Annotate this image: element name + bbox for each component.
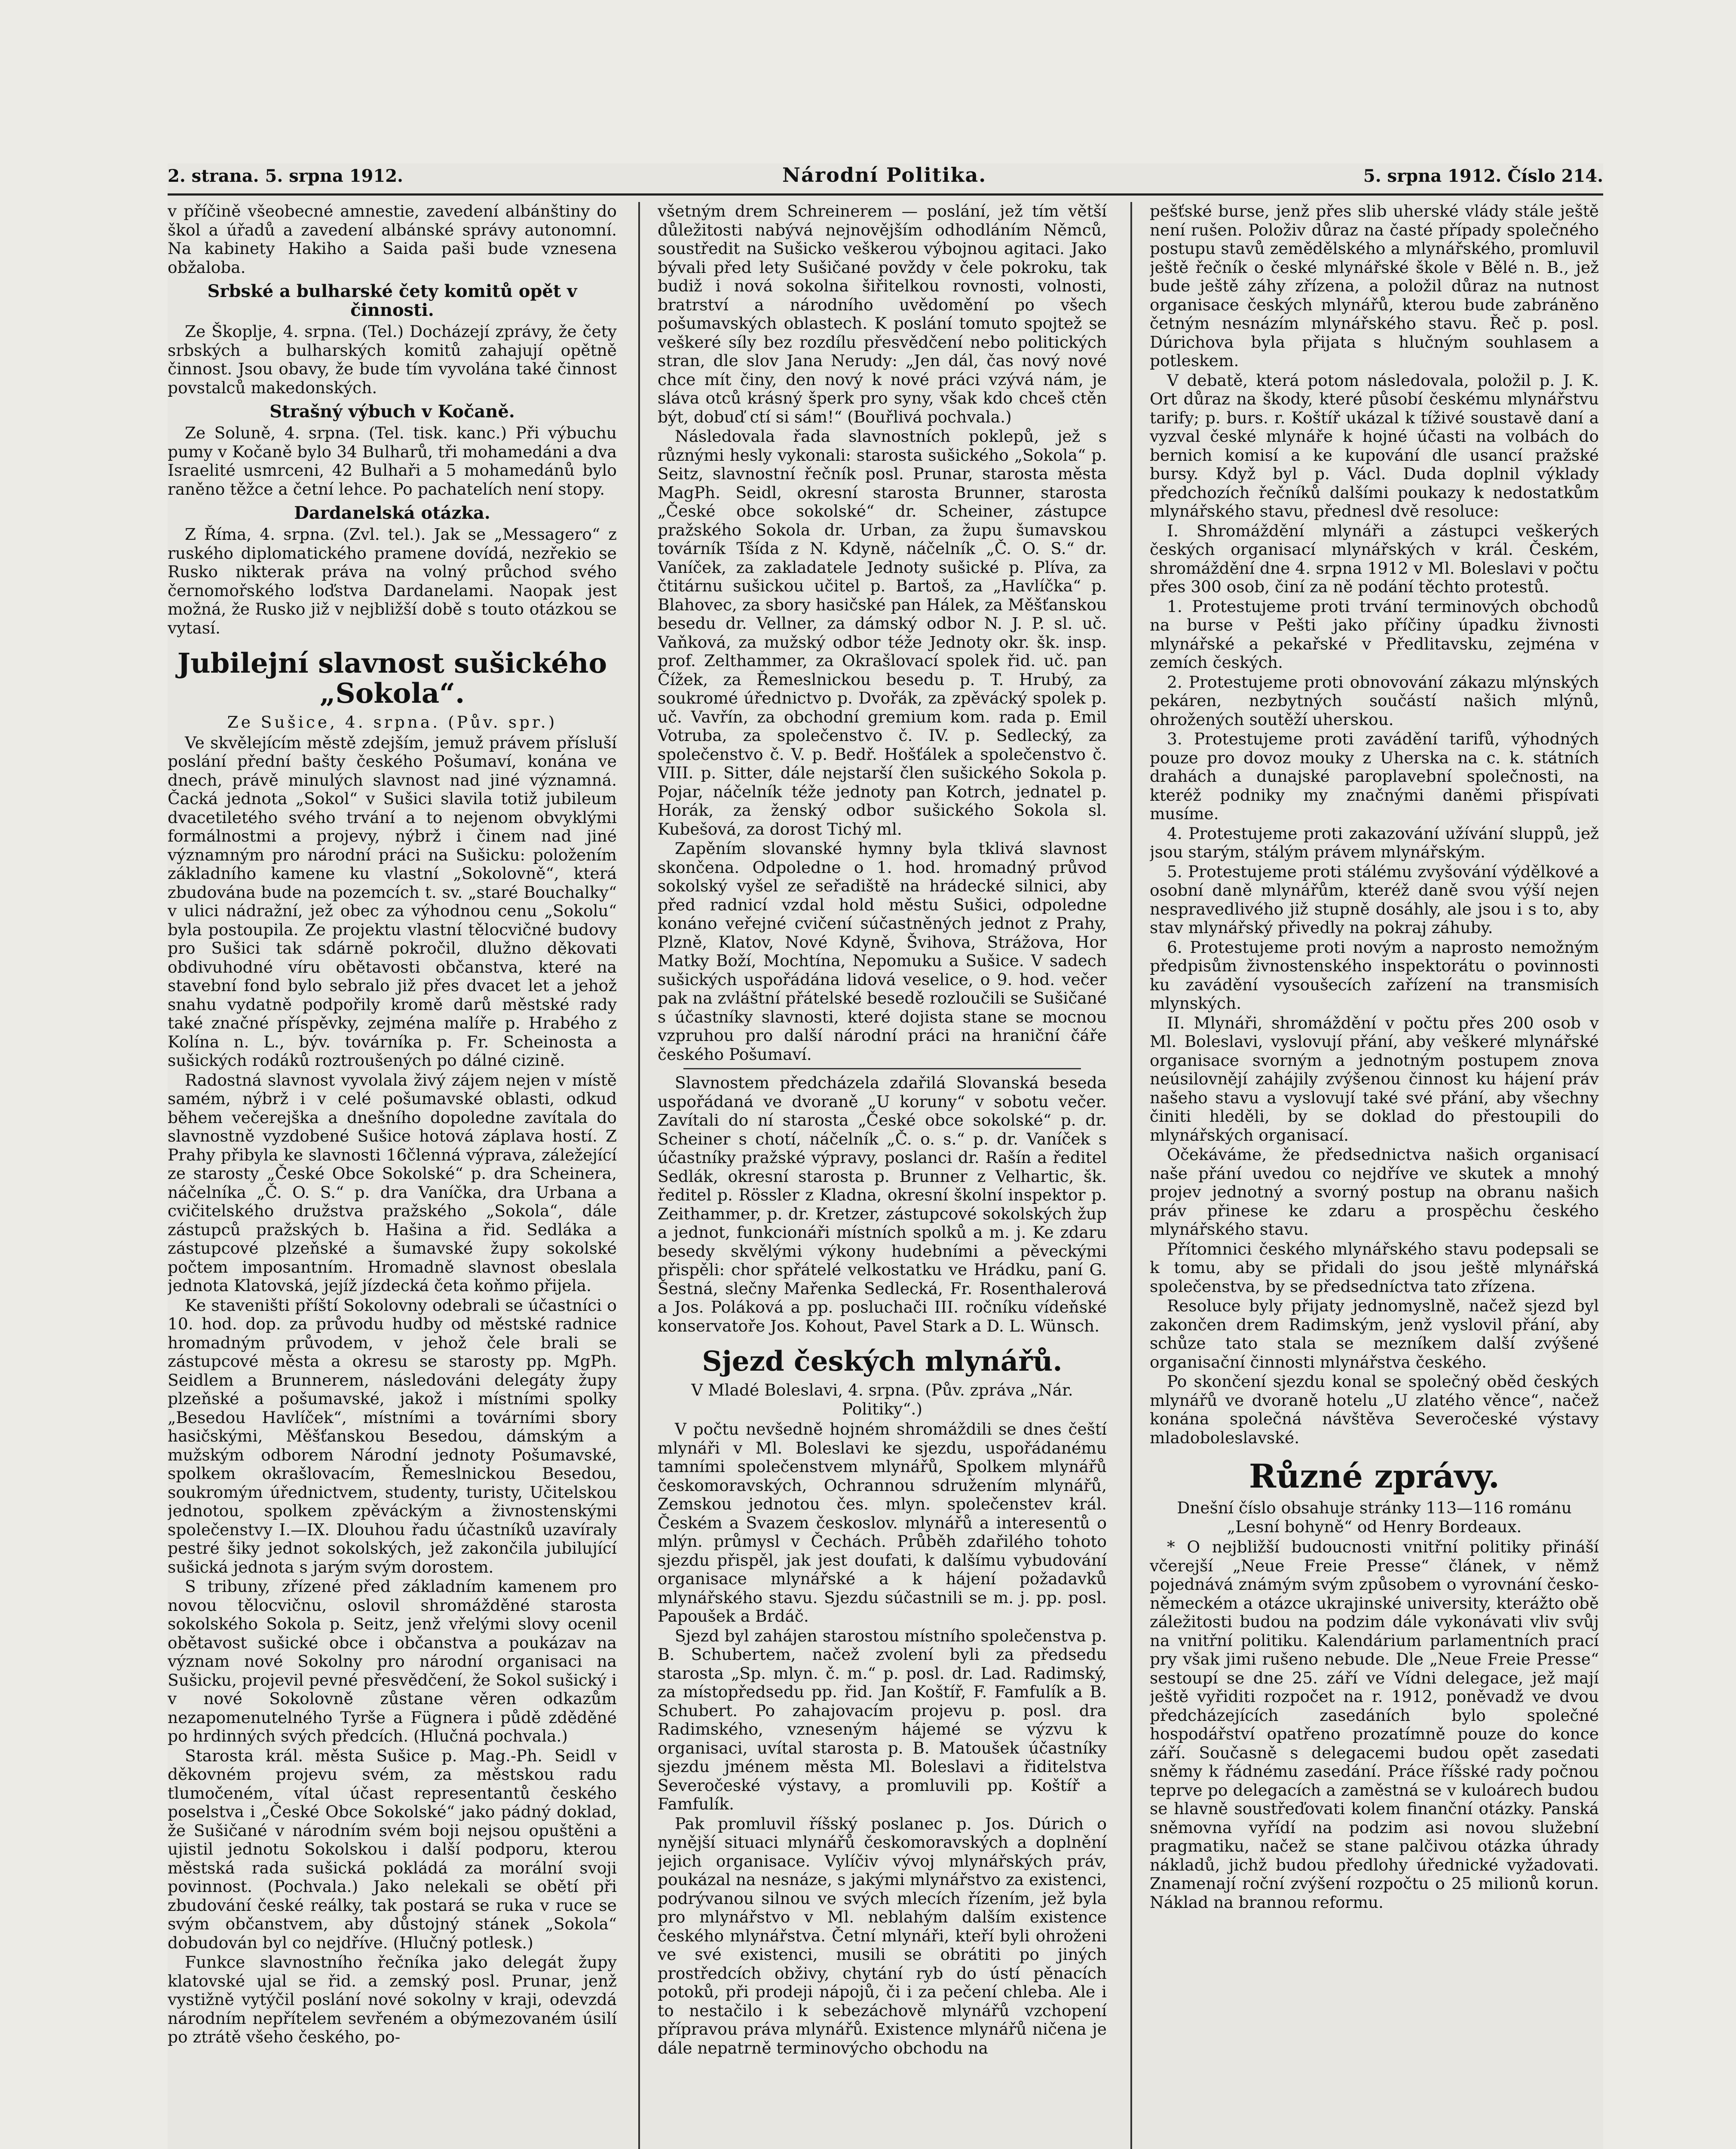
column-1 — [168, 202, 617, 2149]
notice: Dnešní číslo obsahuje stránky 113—116 románu „Lesní bohyně“ od Henry Bordeaux. — [1177, 1498, 1572, 1536]
column-rule — [638, 202, 640, 2149]
paragraph: Slavnostem předcházela zdařilá Slovanská beseda uspořádaná ve dvoraně „U koruny“ v sobotu večer. Zavítali do ní starosta „České obce sokolské“ p. dr. Scheiner s chotí, náčelník „Č. o. s.“ p. dr. Vaníček s účastníky pražské výpravy, poslanci dr. Rašín a ředitel Sedlák, okresní starosta p. Brunner z Velhartic, šk. ředitel p. Rössler z Kladna, okresní školní inspektor p. Zeithammer, p. dr. Kretzer, zástupcové sokolských žup a jednot, funkcionáři místních spolků a m. j. Ke zdaru besedy skvělými výkony hudebními a pěveckými přispěli: chor spřátelé velkostatku ve Hrádku, paní G. Šestná, slečny Mařenka Sedlecká, Fr. Rosenthalerová a Jos. Poláková a pp. posluchači III. ročníku vídeňské konservatoře Jos. Kohout, Pavel Stark a D. L. Wünsch. — [658, 1073, 1107, 1335]
paragraph: Radostná slavnost vyvolala živý zájem nejen v místě samém, nýbrž i v celé pošumavské oblasti, odkud během večerejška a dnešního dopoledne zavítala do slavnostně vyzdobené Sušice hotová záplava hostí. Z Prahy přibyla ke slavnosti 16členná výprava, záležející ze starosty „České Obce Sokolské“ p. dra Scheinera, náčelníka „Č. O. S.“ p. dra Vaníčka, dra Urbana a cvičitelského družstva pražského „Sokola“, dále zástupců pražských b. Hašina a řid. Sedláka a zástupcové plzeňské a šumavské župy sokolské počtem imposantním. Hromadně slavnost obeslala jednota Klatovská, jejíž jízdecká četa koňmo přijela. — [168, 1070, 617, 1295]
paragraph: Resoluce byly přijaty jednomyslně, načež sjezd byl zakončen drem Radimským, jenž vyslovil přání, aby schůze tato stala se mezníkem další zvýšené organisační činnosti mlynářstva českého. — [1150, 1296, 1599, 1371]
paragraph: Starosta král. města Sušice p. Mag.-Ph. Seidl v děkovném projevu svém, za městskou radu tlumočeném, vítal účast representantů českého poselstva i „České Obce Sokolské“ jako pádný doklad, že Sušičané v národním svém boji nejsou opuštěni a ujistil jednotu Sokolskou i další podporu, kterou městská rada sušická pokládá za morální svoji povinnost. (Pochvala.) Jako nelekali se obětí při zbudování české reálky, tak postará se ruka v ruce se svým občanstvem, aby důstojný stánek „Sokola“ dobudován byl co nejdříve. (Hlučný potlesk.) — [168, 1746, 617, 1952]
headline-dardanely: Dardanelská otázka. — [294, 503, 490, 523]
paragraph: S tribuny, zřízené před základním kamenem pro novou tělocvičnu, oslovil shromážděné starosta sokolského Sokola p. Seitz, jenž vřelými slovy ocenil obětavost sušické obce i občanstva a poukázav na význam nové Sokolny pro národní organisaci na Sušicku, projevil pevné přesvědčení, že Sokol sušický i v nové Sokolovně zůstane věren odkazům nezapomenutelného Tyrše a Fügnera i půdě zděděné po hrdinných svých předcích. (Hlučná pochvala.) — [168, 1577, 617, 1745]
header-left: 2. strana. 5. srpna 1912. — [168, 166, 403, 186]
headline-sokol: Jubilejní slavnost sušického „Sokola“. — [177, 647, 607, 710]
resolution-item: 3. Protestujeme proti zavádění tarifů, výhodných pouze pro dovoz mouky z Uherska na c. k. státních drahách a dunajské paroplavební společnosti, na kteréž podniky my značnými daněmi přispívati musíme. — [1150, 729, 1599, 823]
paragraph: Ke staveništi příští Sokolovny odebrali se účastníci o 10. hod. dop. za průvodu hudby od městské radnice hromadným průvodem, v jehož čele brali se zástupcové města a okresu se starosty pp. MgPh. Seidlem a Brunnerem, následováni delegáty župy plzeňské a pošumavské, jakož i místními spolky „Besedou Havlíček“, místními a továrními sbory hasičskými, Měšťanskou Besedou, dámským a mužským odborem Národní jednoty Pošumavské, spolkem okrašlovacím, Řemeslnickou Besedou, soukromým úřednictvem, studenty, turisty, Učitelskou jednotou, spolkem zpěváckým a živnostenskými společenstvy I.—IX. Dlouhou řadu účastníků uzavíraly pestré šiky jednot sokolských, jež zakončila jubilující sušická jednota s jarým svým dorostem. — [168, 1295, 617, 1577]
column-rule — [1130, 202, 1132, 2149]
paragraph: všetným drem Schreinerem — poslání, jež tím větší důležitosti nabývá nejnovějším odhodláním Němců, soustředit na Sušicko veškerou výbojnou agitaci. Jako bývali před lety Sušičané povždy v čele pokroku, tak budiž i nová sokolna šiřitelkou rovnosti, volnosti, bratrství a národního uvědomění po všech pošumavských oblastech. K poslání tomuto spojtež se veškeré síly bez rozdílu přesvědčení nebo politických stran, dle slov Jana Nerudy: „Jen dál, čas nový nové chce mít činy, den nový k nové práci vzývá nám, je sláva otců krásný šperk pro syny, však kdo chceš ctěn být, dobuď ctí si sám!“ (Bouřlivá pochvala.) — [658, 202, 1107, 426]
paragraph: Očekáváme, že předsednictva našich organisací naše přání uvedou co nejdříve ve skutek a mnohý projev jednotný a svorný postup na obranu našich práv přinese ke zdaru a prospěchu českého mlynářského stavu. — [1150, 1145, 1599, 1239]
paragraph: Sjezd byl zahájen starostou místního společenstva p. B. Schubertem, načež zvolení byli za předsedu starosta „Sp. mlyn. č. m.“ p. posl. dr. Lad. Radimský, za místopředsedu pp. řid. Jan Koštíř, F. Famfulík a B. Schubert. Po zahajovacím projevu p. posl. dra Radimského, vzneseným hájemé se výzvu k organisaci, uvítal starosta p. B. Matoušek účastníky sjezdu jménem města Ml. Boleslavi a řiditelstva Severočeské výstavy, a promluvili pp. Koštíř a Famfulík. — [658, 1626, 1107, 1813]
paragraph: V počtu nevšedně hojném shromáždili se dnes čeští mlynáři v Ml. Boleslavi ke sjezdu, uspořádanému tamními společenstvem mlynářů, Spolkem mlynářů českomoravských, Ochrannou sdružením mlynářů, Zemskou jednotou čes. mlyn. společenstev král. Českém a Svazem českoslov. mlynářů a interesentů o mlýn. průmysl v Čechách. Průběh zdařilého tohoto sjezdu přispěl, jak jest doufati, k dalšímu vybudování organisace mlynářské a k hájení požadavků mlynářského stavu. Sjezdu súčastnili se m. j. pp. posl. Papoušek a Brdáč. — [658, 1420, 1107, 1626]
paragraph: V debatě, která potom následovala, položil p. J. K. Ort důraz na škody, které působí českému mlynářstvu tarify; p. burs. r. Koštíř ukázal k tíživé soustavě daní a vyzval české mlynáře k hojné účasti na volbách do bernich komisí a ke kupování dle usancí pražské bursy. Když byl p. Václ. Duda doplnil výklady předchozích řečníků dalšími poukazy k nedostatkům mlynářského stavu, přednesl dvě resoluce: — [1150, 370, 1599, 520]
article-continuation: v příčině všeobecné amnestie, zavedení albánštiny do škol a úřadů a zavedení albánské správy autonomní. Na kabinety Hakiho a Saida paši bude vznesena obžaloba. — [168, 202, 617, 277]
headline-komitu: Srbské a bulharské čety komitů opět v činnosti. — [207, 281, 577, 320]
paragraph: Z Říma, 4. srpna. (Zvl. tel.). Jak se „Messagero“ z ruského diplomatického pramene dovídá, nezřekio se Rusko nikterak práva na volný průchod svého černomořského loďstva Dardanelami. Naopak jest možná, že Rusko již v nejbližší době s touto otázkou se vytasí. — [168, 525, 617, 637]
resolution: I. Shromáždění mlynáři a zástupci veškerých českých organisací mlynářských v král. Českém, shromáždění dne 4. srpna 1912 v Ml. Boleslavi v počtu přes 300 osob, činí za ně podání těchto protestů. — [1150, 521, 1599, 596]
resolution-item: 5. Protestujeme proti stálému zvyšování výdělkové a osobní daně mlynářům, kteréž daně svou výší nejen nespravedlivého již stupně dosáhly, ale jsou i s to, aby stav mlynářský přivedly na pokraj záhuby. — [1150, 862, 1599, 937]
headline-kocana: Strašný výbuch v Kočaně. — [269, 401, 515, 422]
resolution-item: 1. Protestujeme proti trvání terminových obchodů na burse v Pešti jako příčiny úpadku živnosti mlynářské a pekařské v Předlitavsku, zejména v zemích českých. — [1150, 597, 1599, 672]
page-header — [168, 163, 1603, 196]
resolution-item: 6. Protestujeme proti novým a naprosto nemožným předpisům živnostenského inspektorátu o povinnosti ku zavádění vysoušecích zařízení na transmisích mlynských. — [1150, 937, 1599, 1013]
column-2 — [658, 202, 1107, 2149]
paragraph: Zapěním slovanské hymny byla tklivá slavnost skončena. Odpoledne o 1. hod. hromadný průvod sokolský vyšel ze seřadiště na hrádecké silnici, aby před radnicí vzdal hold městu Sušici, odpoledne konáno veřejné cvičení súčastněných jednot z Prahy, Plzně, Klatov, Nové Kdyně, Švihova, Strážova, Hor Matky Boží, Mochtína, Nepomuku a Sušice. V sadech sušických uspořádána lidová veselice, o 9. hod. večer pak na zvláštní přátelské besedě rozloučili se Sušičané s účastníky slavnosti, které dojista stane se mocnou vzpruhou pro další národní práci na hraniční čáře českého Pošumaví. — [658, 839, 1107, 1064]
paragraph: Ze Soluně, 4. srpna. (Tel. tisk. kanc.) Při výbuchu pumy v Kočaně bylo 34 Bulharů, tři mohamedáni a dva Israelité usmrceni, 42 Bulhaři a 5 mohamedánů bylo raněno těžce a četní lehce. Po pachatelích není stopy. — [168, 423, 617, 499]
paragraph: * O nejbližší budoucnosti vnitřní politiky přináší včerejší „Neue Freie Presse“ článek, v němž pojednává známým svým způsobem o vyrovnání česko-německém a otázce ukrajinské university, kterážto obě záležitosti budou na podzim dále vykonávati vliv svůj na vnitřní politiku. Kalendárium parlamentních prací pry však jimi rušeno nebude. Dle „Neue Freie Presse“ sestoupí se dne 25. září ve Vídni delegace, jež mají ještě vyřiditi rozpočet na r. 1912, poněvadž ve dvou předcházejících zasedáních bylo společné hospodářství opatřeno prozatímně pouze do konce září. Současně s delegacemi budou opět zasedati sněmy k řádnému zasedání. Práce říšské rady počnou teprve po delegacích a zaměstná se v kuloárech budou se hlavně soustřeďovati kolem finanční otázky. Panská sněmovna vyřídí na podzim asi novou služební pragmatiku, načež se stane palčivou otázka úhrady nákladů, jichž budou předlohy úřednické vyžadovati. Znamenají roční zvýšení rozpočtu o 25 milionů korun. Náklad na brannou reformu. — [1150, 1537, 1599, 1912]
paragraph: Ve skvělejícím městě zdejším, jemuž právem přísluší poslání přední bašty českého Pošumaví, konána ve dnech, právě minulých slavnost nad jiné významná. Čacká jednota „Sokol“ v Sušici slavila totiž jubileum dvacetiletého svého trvání a to nejenom obvyklými formálnostmi a projevy, nýbrž i činem nad jiné významným pro národní práci na Sušicku: položením základního kamene ku vlastní „Sokolovně“, která zbudována bude na pozemcích t. sv. „staré Bouchalky“ v ulici nádražní, jež obec za výhodnou cenu „Sokolu“ byla postoupila. Ze projektu vlastní tělocvičné budovy pro Sušici tak sdárně pokročil, dlužno děkovati obdivuhodné víru obětavosti občanstva, které na stavební fond bylo sebralo již přes dvacet let a jehož snahu vydatně podpořily kromě darů městské rady také značné příspěvky, zejména malíře p. Hrabého z Kolína n. L., býv. továrníka p. Fr. Scheinosta a sušických rodáků roztroušených po dálné cizině. — [168, 733, 617, 1070]
column-3 — [1150, 202, 1599, 2149]
paragraph: Přítomnici českého mlynářského stavu podepsali se k tomu, aby se přidali do jsou ještě mlynářská společenstva, by se předsedníctva tato zřízena. — [1150, 1239, 1599, 1296]
newspaper-page — [168, 163, 1603, 2149]
paragraph: Funkce slavnostního řečníka jako delegát župy klatovské ujal se řid. a zemský posl. Prunar, jenž vystižně vytýčil poslání nové sokolny v kraji, odevzdá národním nepřítelem sevřeném a obýmezovaném úsilí po ztrátě všeho českého, po- — [168, 1953, 617, 2046]
paragraph: Pak promluvil říšský poslanec p. Jos. Dúrich o nynější situaci mlynářů českomoravských a doplnění jejich organisace. Vylíčiv vývoj mlynářských práv, poukázal na nesnáze, s jakými mlynářstvo za existenci, podrývanou silnou ve svých mlecích řízením, jež byla pro mlynářstvo v Ml. neblahým dalším existence českého mlynářstva. Četní mlynáři, kteří byli ohroženi ve své existenci, musili se obrátiti po jiných prostředcích obživy, chytání ryb do ústí pěnacích potoků, při prodeji nápojů, či i za pečení chleba. Ale i to nestačilo i k sebezáchově mlynářů vzchopení přípravou práva mlynářů. Existence mlynářů ničena je dále nepatrně terminovýcho obchodu na — [658, 1814, 1107, 2057]
paragraph: pešťské burse, jenž přes slib uherské vlády stále ještě není rušen. Položiv důraz na časté případy společného postupu stavů zemědělského a mlynářského, promluvil ještě řečník o české mlynářské škole v Bělé n. B., jež bude ještě záhy zřízena, a položil důraz na nutnost organisace českých mlynářů, kterou bude zabráněno četným nesnázím mlynářského stavu. Řeč p. posl. Dúrichova byla přijata s hlučným souhlasem a potleskem. — [1150, 202, 1599, 370]
headline-ruzne-zpravy: Různé zprávy. — [1249, 1457, 1500, 1495]
paragraph: Následovala řada slavnostních poklepů, jež s různými hesly vykonali: starosta sušického „Sokola“ p. Seitz, slavnostní řečník posl. Prunar, starosta města MagPh. Seidl, okresní starosta Brunner, starosta „České obce sokolské“ dr. Scheiner, zástupce pražského Sokola dr. Urban, za župu šumavskou továrník Tšída z N. Kdyně, náčelník „Č. O. S.“ dr. Vaníček, za zakladatele Jednoty sušické p. Plíva, za čtitárnu sušickou učitel p. Bartoš, za „Havlíčka“ p. Blahovec, za sbory hasičské pan Hálek, za Měšťanskou besedu dr. Vellner, za dámský odbor N. J. P. sl. uč. Vaňková, za mužský odbor téže Jednoty okr. šk. insp. prof. Zelthammer, za Okrašlovací spolek řid. uč. pan Čížek, za Řemeslnickou besedu p. T. Hrubý, za soukromé úřednictvo p. Dvořák, za zpěvácký spolek p. uč. Vavřín, za obchodní gremium kom. rada p. Emil Votruba, za společenstvo č. IV. p. Sedlecký, za společenstvo č. V. p. Bedř. Hošťálek a společenstvo č. VIII. p. Sitter, dále nejstarší člen sušického Sokola p. Pojar, náčelník téže jednoty pan Kotrch, jednatel p. Horák, za ženský odbor sušického Sokola sl. Kubešová, za dorost Tichý ml. — [658, 427, 1107, 839]
dateline: Ze Sušice, 4. srpna. (Pův. spr.) — [227, 713, 557, 732]
masthead-title: Národní Politika. — [782, 163, 987, 187]
paragraph: Po skončení sjezdu konal se společný oběd českých mlynářů ve dvoraně hotelu „U zlatého věnce“, načež konána společná návštěva Severočeské výstavy mladoboleslavské. — [1150, 1372, 1599, 1447]
headline-mlynari: Sjezd českých mlynářů. — [702, 1345, 1062, 1378]
resolution-item: 4. Protestujeme proti zakazování užívání sluppů, jež jsou starým, stálým právem mlynářským. — [1150, 823, 1599, 861]
dateline: V Mladé Boleslavi, 4. srpna. (Pův. zpráva „Nár. Politiky“.) — [691, 1381, 1073, 1418]
resolution: II. Mlynáři, shromáždění v počtu přes 200 osob v Ml. Boleslavi, vyslovují přání, aby veškeré mlynářské organisace svorným a jednotným postupem znova neúsilovnějí zahájily zvýšenou činnost ku hájení práv našeho stavu a vyslovují také své přání, aby všechny činiti hleděli, by se doklad do přestoupili do mlynářských organisací. — [1150, 1013, 1599, 1145]
separator — [683, 1068, 1081, 1069]
header-right: 5. srpna 1912. Číslo 214. — [1363, 166, 1603, 186]
resolution-item: 2. Protestujeme proti obnovování zákazu mlýnských pekáren, nezbytných součástí našich mlýnů, ohrožených soutěží uherskou. — [1150, 672, 1599, 729]
paragraph: Ze Škoplje, 4. srpna. (Tel.) Docházejí zprávy, že čety srbských a bulharských komitů zahajují opětně činnost. Jsou obavy, že bude tím vyvolána také činnost povstalců makedonských. — [168, 322, 617, 397]
